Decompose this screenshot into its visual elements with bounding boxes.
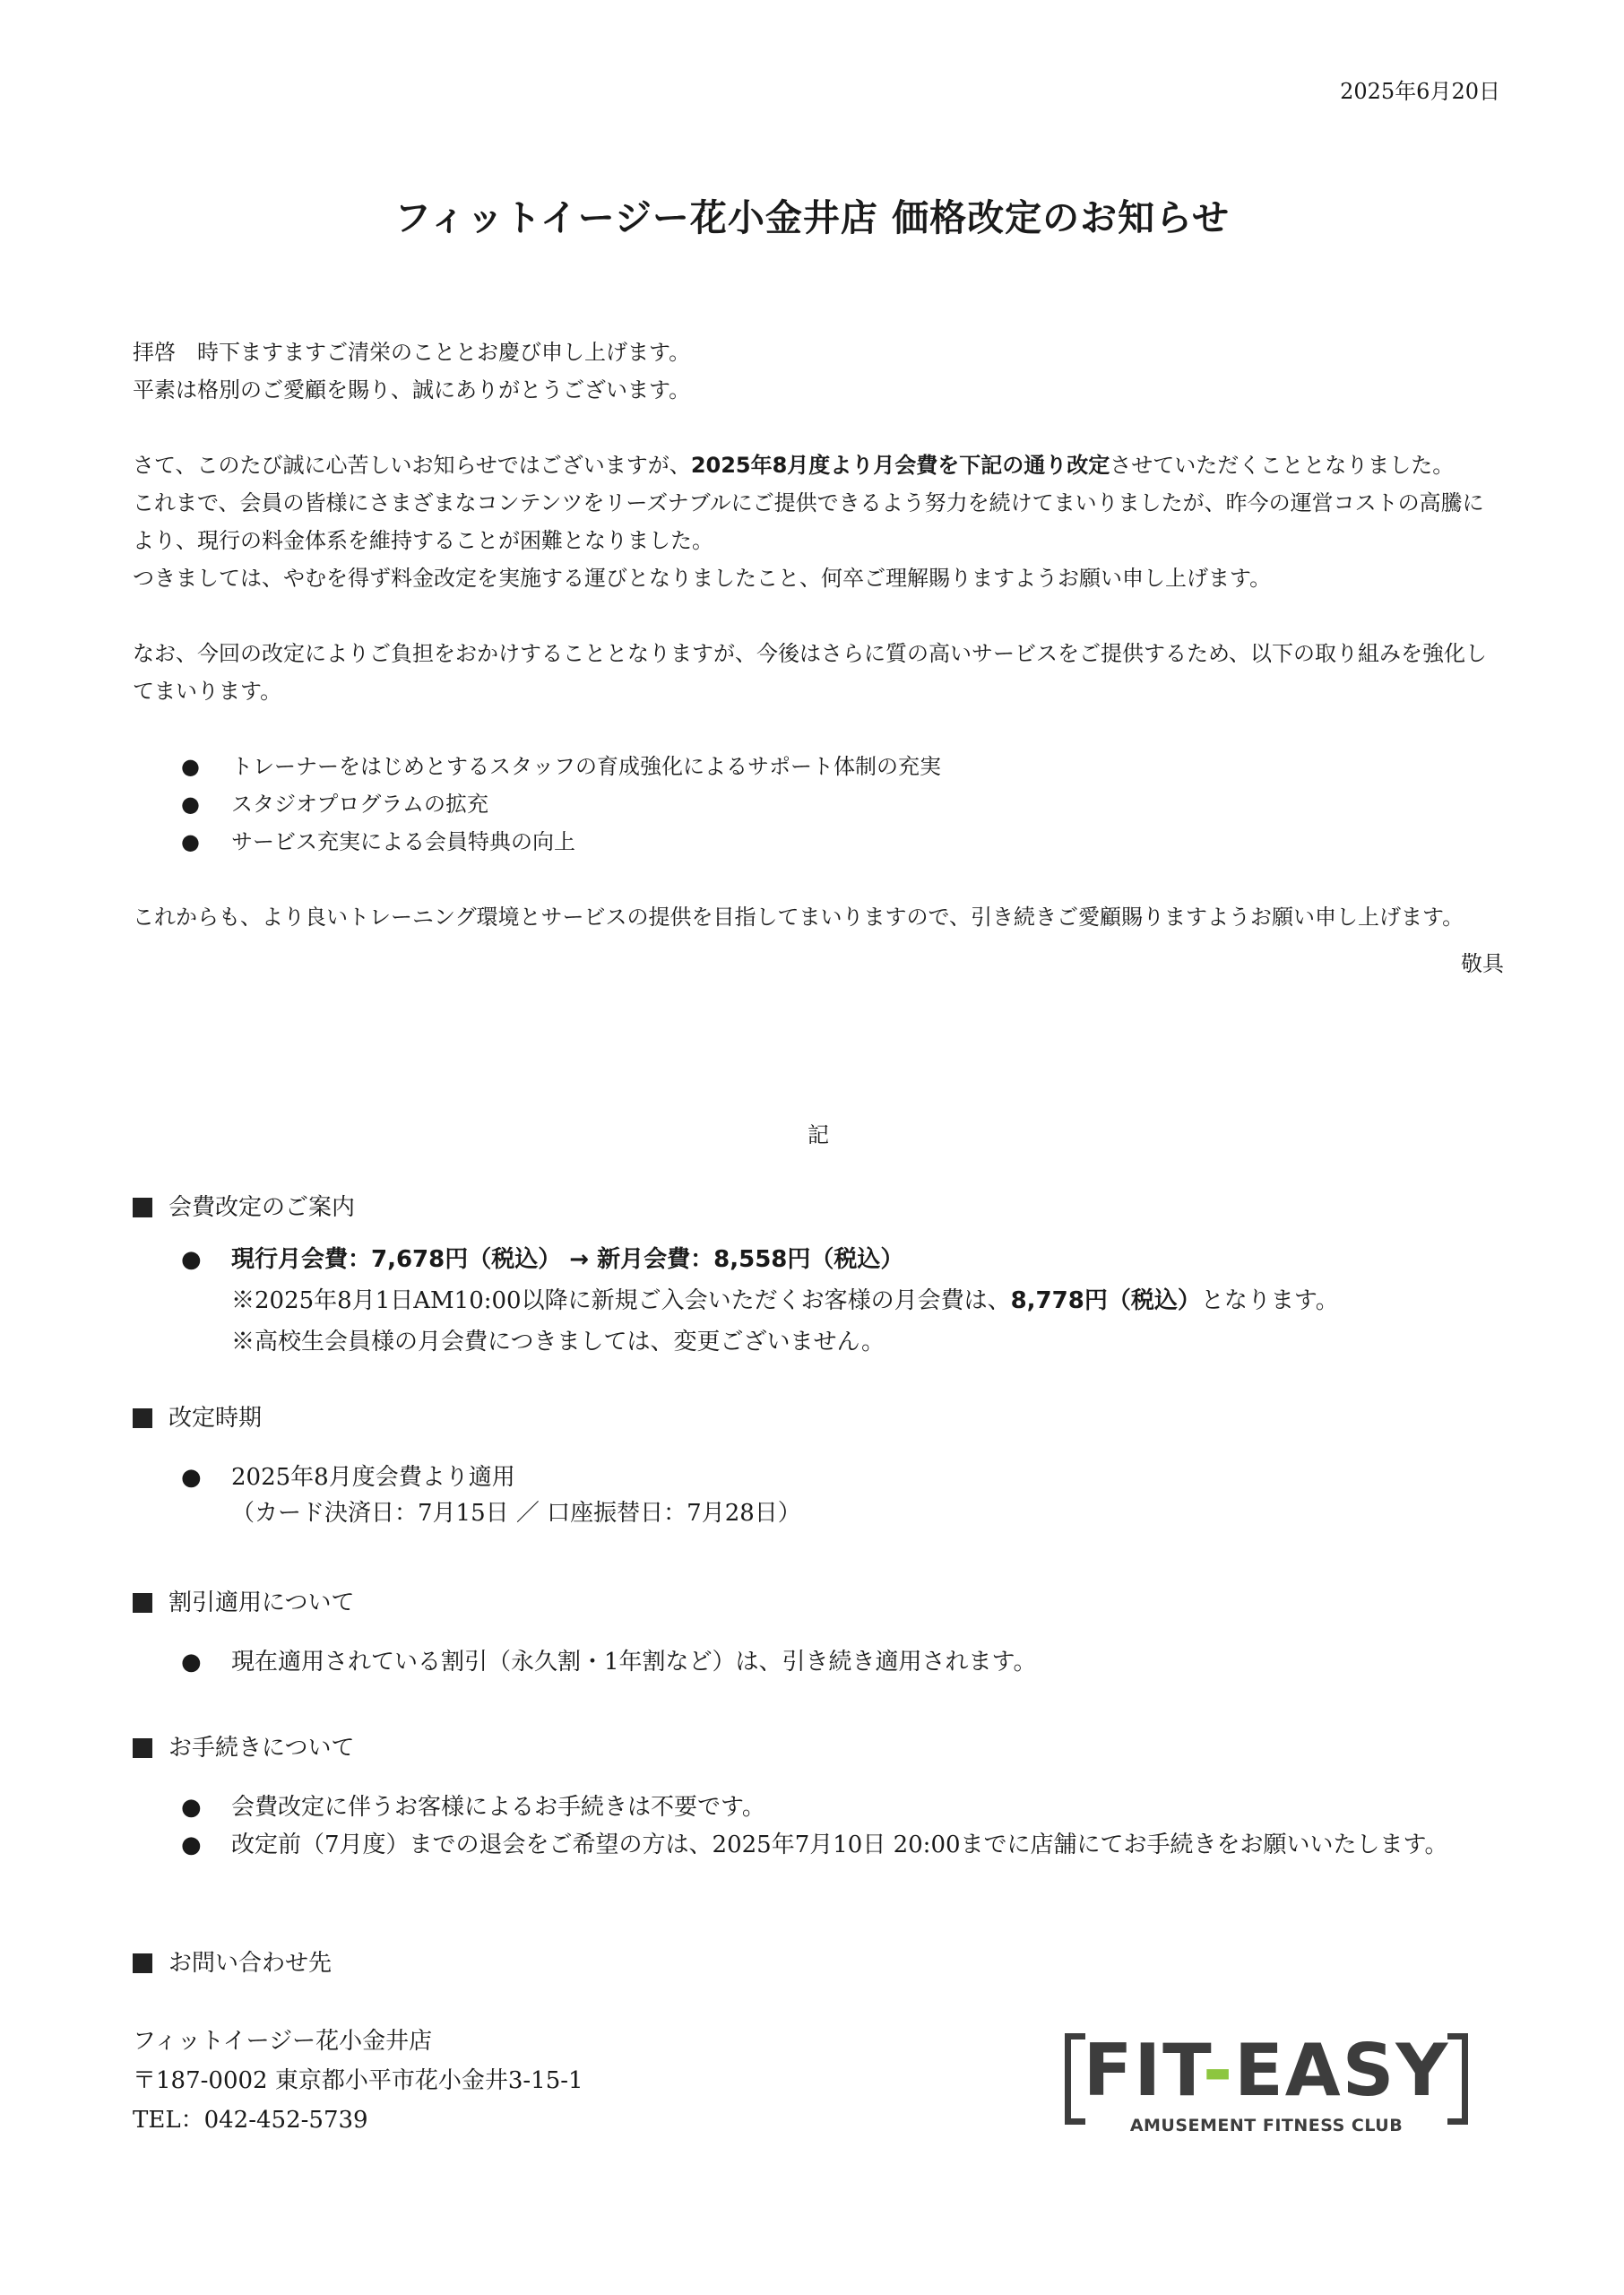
fee-note-1: ※2025年8月1日AM10:00以降に新規ご入会いただくお客様の月会費は、8,778円（税込）となります。 [231, 1287, 1339, 1314]
section-heading: お手続きについて [168, 1735, 355, 1762]
paragraph-5: これからも、より良いトレーニング環境とサービスの提供を目指してまいりますので、引き続きご愛顧賜りますようお願い申し上げます。 [133, 905, 1464, 930]
timing-detail: （カード決済日：7月15日 ／ 口座振替日：7月28日） [231, 1500, 801, 1527]
discount-item: 現在適用されている割引（永久割・1年割など）は、引き続き適用されます。 [231, 1649, 1037, 1676]
logo-wordmark: FIT-EASY [1083, 2029, 1450, 2112]
fit-easy-logo [1065, 2028, 1468, 2135]
store-name: フィットイージー花小金井店 [133, 2028, 433, 2055]
ki-heading: 記 [808, 1122, 829, 1148]
section-heading: 会費改定のご案内 [168, 1194, 356, 1221]
bullet-icon: ● [181, 754, 200, 779]
square-bullet-icon [133, 1408, 152, 1428]
bullet-icon: ● [181, 1246, 202, 1273]
page-title: フィットイージー花小金井店 価格改定のお知らせ [394, 196, 1230, 239]
paragraph-3: つきましては、やむを得ず料金改定を実施する運びとなりましたこと、何卒ご理解賜りますようお願い申し上げます。 [133, 566, 1272, 591]
fee-change: 現行月会費：7,678円（税込） → 新月会費：8,558円（税込） [231, 1246, 904, 1273]
bullet-icon: ● [181, 1794, 202, 1821]
store-address: 〒187-0002 東京都小平市花小金井3-15-1 [133, 2067, 583, 2094]
initiatives-list [133, 748, 1504, 861]
bullet-icon: ● [181, 792, 200, 817]
section-contact [133, 1945, 1504, 1981]
greeting-line-1: 拝啓 時下ますますご清栄のこととお慶び申し上げます。 [133, 340, 691, 365]
procedure-item-2: 改定前（7月度）までの退会をご希望の方は、2025年7月10日 20:00までに店舗にてお手続きをお願いいたします。 [231, 1832, 1448, 1858]
section-discount [133, 1585, 1504, 1680]
procedure-item-1: 会費改定に伴うお客様によるお手続きは不要です。 [231, 1794, 765, 1821]
fee-note-2: ※高校生会員様の月会費につきましては、変更ございません。 [231, 1329, 885, 1355]
issue-date: 2025年6月20日 [1340, 79, 1500, 104]
list-item: ● トレーナーをはじめとするスタッフの育成強化によるサポート体制の充実 [133, 748, 1504, 785]
store-phone: TEL：042-452-5739 [133, 2107, 368, 2134]
square-bullet-icon [133, 1738, 152, 1758]
section-heading: 割引適用について [168, 1589, 355, 1616]
letter-body [133, 333, 1504, 983]
paragraph-4: なお、今回の改定によりご負担をおかけすることとなりますが、今後はさらに質の高いサービスをご提供するため、以下の取り組みを強化してまいります。 [133, 641, 1488, 704]
square-bullet-icon [133, 1198, 152, 1217]
greeting-line-2: 平素は格別のご愛顧を賜り、誠にありがとうございます。 [133, 377, 691, 403]
paragraph-1: さて、このたび誠に心苦しいお知らせではございますが、2025年8月度より月会費を下記の通り改定させていただくこととなりました。 [133, 453, 1455, 478]
square-bullet-icon [133, 1953, 152, 1973]
contact-info [133, 2022, 583, 2140]
section-timing [133, 1400, 1504, 1531]
timing-item: 2025年8月度会費より適用 [231, 1464, 515, 1491]
square-bullet-icon [133, 1593, 152, 1613]
section-heading: お問い合わせ先 [168, 1950, 333, 1977]
paragraph-1-emphasis: 2025年8月度より月会費を下記の通り改定 [690, 453, 1110, 478]
bullet-icon: ● [181, 1464, 202, 1491]
section-heading: 改定時期 [168, 1405, 263, 1432]
list-item: ● スタジオプログラムの拡充 [133, 785, 1504, 823]
section-procedure [133, 1730, 1504, 1863]
bullet-icon: ● [181, 1832, 202, 1858]
closing: 敬具 [1461, 951, 1504, 976]
section-fee [133, 1190, 1504, 1360]
bullet-icon: ● [181, 829, 200, 854]
bullet-icon: ● [181, 1649, 202, 1676]
list-item: ● サービス充実による会員特典の向上 [133, 823, 1504, 861]
logo-tagline: AMUSEMENT FITNESS CLUB [1129, 2116, 1404, 2135]
paragraph-2: これまで、会員の皆様にさまざまなコンテンツをリーズナブルにご提供できるよう努力を続けてまいりましたが、昨今の運営コストの高騰により、現行の料金体系を維持することが困難となりました。 [133, 490, 1484, 553]
